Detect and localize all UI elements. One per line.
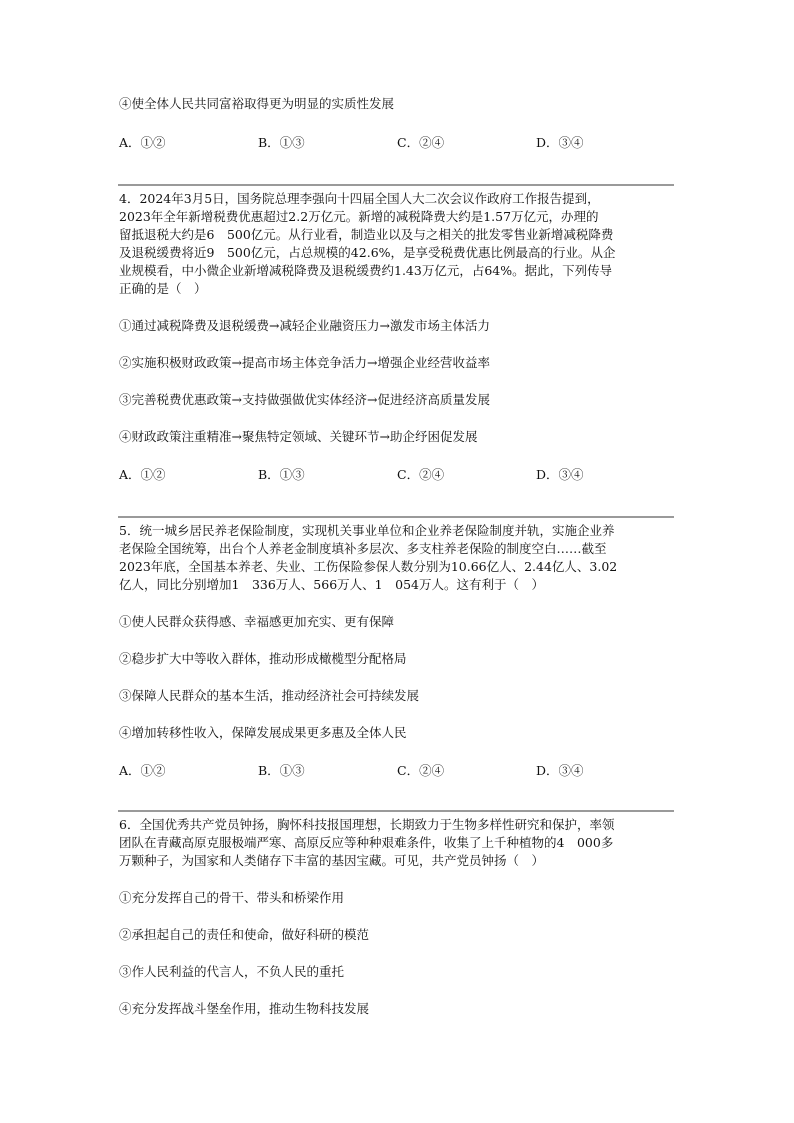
q4-option-b[interactable]: B．①③ <box>258 467 305 482</box>
q6-stem <box>119 816 675 870</box>
question-divider <box>118 810 674 812</box>
q5-stem-line: 2023年底，全国基本养老、失业、工伤保险参保人数分别为10.66亿人、2.44亿人、3.02 <box>119 559 618 574</box>
q4-option-a[interactable]: A．①② <box>119 467 166 482</box>
question-divider <box>118 184 674 186</box>
q5-stem-line: 亿人，同比分别增加1 336万人、566万人、1 054万人。这有利于（ ） <box>119 577 544 592</box>
q5-stem-line: 老保险全国统筹，出台个人养老金制度填补多层次、多支柱养老保险的制度空白……截至 <box>119 541 607 556</box>
q5-option-a[interactable]: A．①② <box>119 763 166 778</box>
q4-stem-line: 2023年全年新增税费优惠超过2.2万亿元。新增的减税降费大约是1.57万亿元，办理的 <box>119 209 599 224</box>
q5-option-b[interactable]: B．①③ <box>258 763 305 778</box>
q4-item-3: ③完善税费优惠政策→支持做强做优实体经济→促进经济高质量发展 <box>119 392 490 407</box>
q3-option-c[interactable]: C．②④ <box>397 135 445 150</box>
q4-stem-line: 业规模看，中小微企业新增减税降费及退税缓费约1.43万亿元，占64%。据此，下列传导 <box>119 263 613 278</box>
q6-item-3: ③作人民利益的代言人，不负人民的重托 <box>119 964 345 979</box>
q4-item-2: ②实施积极财政政策→提高市场主体竞争活力→增强企业经营收益率 <box>119 355 490 370</box>
q5-option-d[interactable]: D．③④ <box>536 763 584 778</box>
q5-item-3: ③保障人民群众的基本生活，推动经济社会可持续发展 <box>119 688 420 703</box>
q3-option-d[interactable]: D．③④ <box>536 135 584 150</box>
q5-option-c[interactable]: C．②④ <box>397 763 445 778</box>
q4-item-4: ④财政政策注重精准→聚焦特定领域、关键环节→助企纾困促发展 <box>119 429 478 444</box>
q6-item-2: ②承担起自己的责任和使命，做好科研的模范 <box>119 927 370 942</box>
q3-option-b[interactable]: B．①③ <box>258 135 305 150</box>
q4-item-1: ①通过减税降费及退税缓费→减轻企业融资压力→激发市场主体活力 <box>119 318 490 333</box>
q5-stem-line: 5．统一城乡居民养老保险制度，实现机关事业单位和企业养老保险制度并轨，实施企业养 <box>119 523 615 538</box>
q5-item-4: ④增加转移性收入，保障发展成果更多惠及全体人民 <box>119 725 407 740</box>
question-divider <box>118 516 674 518</box>
q6-stem-line: 万颗种子，为国家和人类储存下丰富的基因宝藏。可见，共产党员钟扬（ ） <box>119 853 545 868</box>
q5-stem <box>119 522 675 594</box>
q3-option-a[interactable]: A．①② <box>119 135 166 150</box>
q4-stem-line: 留抵退税大约是6 500亿元。从行业看，制造业以及与之相关的批发零售业新增减税降费 <box>119 227 614 242</box>
q4-stem-line: 正确的是（ ） <box>119 281 207 296</box>
q4-option-c[interactable]: C．②④ <box>397 467 445 482</box>
q6-item-4: ④充分发挥战斗堡垒作用，推动生物科技发展 <box>119 1001 370 1016</box>
q4-option-d[interactable]: D．③④ <box>536 467 584 482</box>
q4-stem <box>119 190 675 298</box>
q3-item-4: ④使全体人民共同富裕取得更为明显的实质性发展 <box>119 96 395 111</box>
q4-stem-line: 4．2024年3月5日，国务院总理李强向十四届全国人大二次会议作政府工作报告提到， <box>119 191 600 206</box>
q5-item-2: ②稳步扩大中等收入群体，推动形成橄榄型分配格局 <box>119 651 407 666</box>
q6-item-1: ①充分发挥自己的骨干、带头和桥梁作用 <box>119 890 345 905</box>
q6-stem-line: 6．全国优秀共产党员钟扬，胸怀科技报国理想，长期致力于生物多样性研究和保护，率领 <box>119 817 615 832</box>
q4-stem-line: 及退税缓费将近9 500亿元，占总规模的42.6%，是享受税费优惠比例最高的行业。从企 <box>119 245 616 260</box>
q6-stem-line: 团队在青藏高原克服极端严寒、高原反应等种种艰难条件，收集了上千种植物的4 000多 <box>119 835 614 850</box>
q5-item-1: ①使人民群众获得感、幸福感更加充实、更有保障 <box>119 614 395 629</box>
